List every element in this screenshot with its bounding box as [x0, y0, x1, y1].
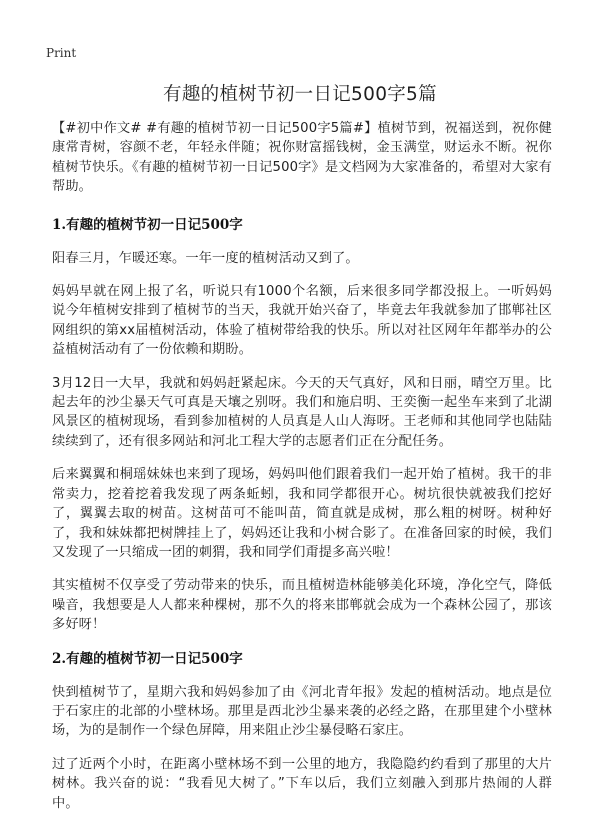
paragraph: 妈妈早就在网上报了名，听说只有1000个名额，后来很多同学都没报上。一听妈妈说今年植树安排到了植树节的当天，我就开始兴奋了，毕竟去年我就参加了邯郸社区网组织的第xx届植树活动，体验了植树带给我的快乐。所以对社区网年年都举办的公益植树活动有了一份依赖和期盼。 — [52, 284, 552, 358]
paragraph: 过了近两个小时，在距离小壁林场不到一公里的地方，我隐隐约约看到了那里的大片树林。我兴奋的说：“我看见大树了。”下车以后，我们立刻融入到那片热闹的人群中。 — [52, 756, 552, 811]
article-body — [52, 119, 552, 823]
section-heading-2: 2.有趣的植树节初一日记500字 — [52, 650, 243, 667]
paragraph: 其实植树不仅享受了劳动带来的快乐，而且植树造林能够美化环境，净化空气，降低噪音，我想要是人人都来种棵树，那不久的将来邯郸就会成为一个森林公园了，那该多好呀！ — [52, 578, 552, 633]
paragraph: 后来翼翼和桐瑶妹妹也来到了现场，妈妈叫他们跟着我们一起开始了植树。我干的非常卖力，挖着挖着我发现了两条蚯蚓，我和同学都很开心。树坑很快就被我们挖好了，翼翼去取的树苗。这树苗可不能叫苗，简直就是成树，那么粗的树呀。树种好了，我和妹妹都把树牌挂上了，妈妈还让我和小树合影了。在准备回家的时候，我们又发现了一只缩成一团的刺猬，我和同学们甭提多高兴啦！ — [52, 467, 552, 560]
paragraph: 快到植树节了，星期六我和妈妈参加了由《河北青年报》发起的植树活动。地点是位于石家庄的北部的小壁林场。那里是西北沙尘暴来袭的必经之路，在那里建个小壁林场，为的是制作一个绿色屏障，用来阻止沙尘暴侵略石家庄。 — [52, 684, 552, 739]
paragraph: 3月12日一大早，我就和妈妈赶紧起床。今天的天气真好，风和日丽，晴空万里。比起去年的沙尘暴天气可真是天壤之别呀。我们和施启明、王奕衡一起坐车来到了北湖风景区的植树现场，看到参加植树的人员真是人山人海呀。王老师和其他同学也陆陆续续到了，还有很多网站和河北工程大学的志愿者们正在分配任务。 — [52, 375, 552, 449]
print-link[interactable]: Print — [46, 46, 77, 60]
page-title: 有趣的植树节初一日记500字5篇 — [163, 84, 437, 105]
section-heading-1: 1.有趣的植树节初一日记500字 — [52, 216, 243, 233]
intro-paragraph: 【#初中作文# #有趣的植树节初一日记500字5篇#】植树节到，祝福送到，祝你健康常青树，容颜不老，年轻永伴随；祝你财富摇钱树，金玉满堂，财运永不断。祝你植树节快乐。《有趣的植树节初一日记500字》是文档网为大家准备的，希望对大家有帮助。 — [52, 121, 552, 195]
paragraph: 阳春三月，乍暖还寒。一年一度的植树活动又到了。 — [52, 250, 359, 266]
